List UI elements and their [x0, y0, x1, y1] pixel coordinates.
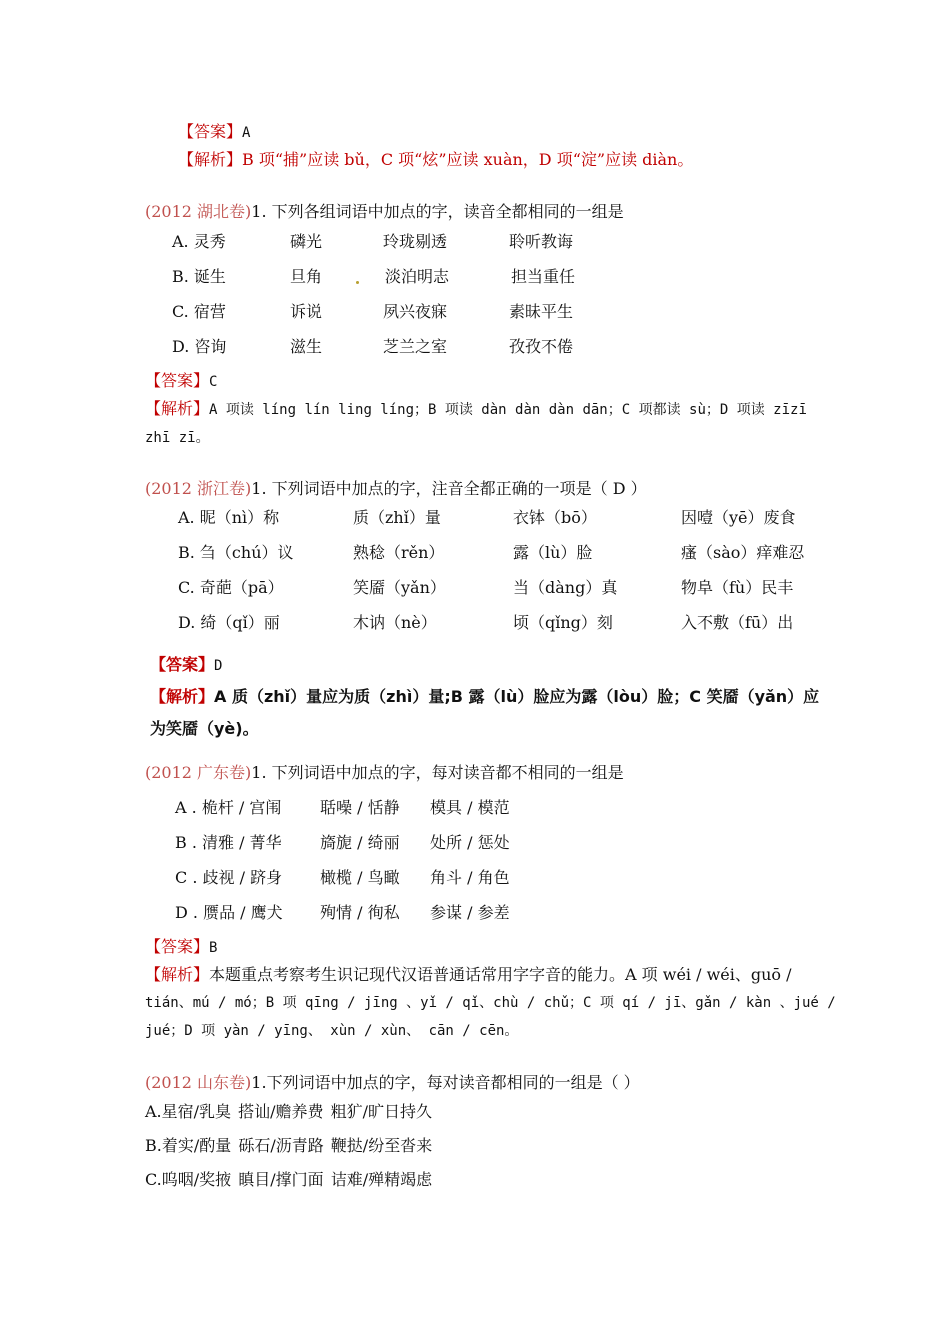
analysis-text: A 质（zhǐ）量应为质（zhì）量;B 露（lù）脸应为露（lòu）脸；C 笑靥（yǎn）应	[214, 687, 820, 706]
option-b-item3: 露（lù）脸	[513, 543, 593, 562]
option-b-word2: 旦角	[290, 267, 323, 286]
answer-line	[178, 122, 250, 143]
option-c: C.呜咽/奖掖 瞋目/撑门面 诘难/殚精竭虑	[145, 1170, 433, 1189]
option-a: A.星宿/乳臭 搭讪/赡养费 粗犷/旷日持久	[145, 1102, 432, 1121]
option-b: B.着实/酌量 砾石/沥青路 鞭挞/纷至沓来	[145, 1136, 433, 1155]
answer-value: B	[209, 940, 218, 956]
option-c-word4: 素昧平生	[509, 302, 574, 321]
question-hubei-stem	[145, 202, 624, 222]
answer-value: D	[214, 658, 223, 674]
option-c-item4: 物阜（fù）民丰	[681, 578, 794, 597]
option-a-pair3: 模具 / 模范	[430, 798, 510, 817]
question-stem: 1. 下列词语中加点的字，注音全都正确的一项是（ D ）	[251, 479, 647, 498]
option-d-pair1: D . 赝品 / 鹰犬	[175, 903, 283, 922]
answer-label: 【答案】	[178, 122, 243, 141]
question-guangdong-stem	[145, 763, 624, 783]
option-b-item1: B. 刍（chú）议	[178, 543, 294, 562]
analysis-line-cont: tián、mú / mó；B 项 qīng / jīng 、yǐ / qǐ、chù / chǔ；C 项 qí / jī、gǎn / kàn 、jué /	[145, 995, 836, 1011]
option-d-word4: 孜孜不倦	[509, 337, 574, 356]
analysis-label: 【解析】	[150, 687, 215, 706]
answer-label: 【答案】	[145, 937, 210, 956]
option-d-item4: 入不敷（fū）出	[681, 613, 794, 632]
option-c-item1: C. 奇葩（pā）	[178, 578, 284, 597]
question-stem: 1. 下列词语中加点的字，每对读音都不相同的一组是	[251, 763, 624, 782]
analysis-text: A 项读 líng lín ling líng；B 项读 dàn dàn dàn dān；C 项都读 sù；D 项读 zīzī	[209, 402, 807, 418]
option-a-word1: A. 灵秀	[172, 232, 226, 251]
option-d-item2: 木讷（nè）	[353, 613, 437, 632]
question-source: (2012 湖北卷)	[145, 202, 252, 221]
option-c-item2: 笑靥（yǎn）	[353, 578, 446, 597]
option-d-item3: 顷（qǐng）刻	[513, 613, 613, 632]
option-b-pair2: 旖旎 / 绮丽	[320, 833, 400, 852]
answer-label: 【答案】	[145, 371, 210, 390]
analysis-text: 本题重点考察考生识记现代汉语普通话常用字字音的能力。A 项 wéi / wéi、guō /	[209, 965, 792, 984]
question-source: (2012 山东卷)	[145, 1073, 252, 1092]
analysis-label: 【解析】	[178, 150, 243, 169]
answer-line	[145, 371, 217, 392]
analysis-line-cont: zhī zī。	[145, 430, 210, 446]
option-a-word2: 磷光	[290, 232, 323, 251]
answer-value: A	[242, 125, 251, 141]
option-c-pair3: 角斗 / 角色	[430, 868, 510, 887]
analysis-label: 【解析】	[145, 399, 210, 418]
option-a-item2: 质（zhǐ）量	[353, 508, 441, 527]
question-stem: 1.下列词语中加点的字，每对读音都相同的一组是（ ）	[251, 1073, 640, 1092]
analysis-line	[145, 965, 792, 985]
option-b-pair3: 处所 / 惩处	[430, 833, 510, 852]
option-b-word1: B. 诞生	[172, 267, 226, 286]
option-a-item1: A. 昵（nì）称	[178, 508, 280, 527]
option-a-item3: 衣钵（bō）	[513, 508, 597, 527]
answer-line	[145, 937, 217, 958]
option-d-pair3: 参谋 / 参差	[430, 903, 510, 922]
option-d-word2: 滋生	[290, 337, 323, 356]
option-a-pair2: 聒噪 / 恬静	[320, 798, 400, 817]
question-source: (2012 浙江卷)	[145, 479, 252, 498]
analysis-line	[145, 399, 807, 420]
option-a-word4: 聆听教诲	[509, 232, 574, 251]
analysis-line	[178, 150, 693, 170]
question-source: (2012 广东卷)	[145, 763, 252, 782]
question-stem: 1. 下列各组词语中加点的字，读音全都相同的一组是	[251, 202, 624, 221]
question-shandong-stem	[145, 1073, 640, 1093]
analysis-line-cont: jué；D 项 yàn / yīng、 xùn / xùn、 cān / cēn。	[145, 1023, 519, 1039]
analysis-line	[150, 687, 819, 707]
analysis-line-cont: 为笑靥（yè)。	[150, 719, 259, 738]
answer-label: 【答案】	[150, 655, 215, 674]
analysis-label: 【解析】	[145, 965, 210, 984]
option-a-pair1: A . 桅杆 / 宫闱	[175, 798, 282, 817]
option-c-word2: 诉说	[290, 302, 323, 321]
option-d-word3: 芝兰之室	[383, 337, 448, 356]
option-b-pair1: B . 清雅 / 菁华	[175, 833, 282, 852]
stray-dot	[356, 281, 359, 284]
option-d-pair2: 殉情 / 徇私	[320, 903, 400, 922]
option-a-word3: 玲珑剔透	[383, 232, 448, 251]
option-b-word4: 担当重任	[511, 267, 576, 286]
option-d-word1: D. 咨询	[172, 337, 227, 356]
option-c-item3: 当（dàng）真	[513, 578, 618, 597]
option-c-pair1: C . 歧视 / 跻身	[175, 868, 283, 887]
question-zhejiang-stem	[145, 479, 647, 499]
option-c-pair2: 橄榄 / 鸟瞰	[320, 868, 400, 887]
answer-value: C	[209, 374, 218, 390]
answer-line	[150, 655, 222, 676]
option-c-word3: 夙兴夜寐	[383, 302, 448, 321]
option-a-item4: 因噎（yē）废食	[681, 508, 796, 527]
option-b-word3: 淡泊明志	[385, 267, 450, 286]
option-c-word1: C. 宿营	[172, 302, 226, 321]
option-b-item4: 瘙（sào）痒难忍	[681, 543, 805, 562]
option-b-item2: 熟稔（rěn）	[353, 543, 445, 562]
analysis-text: B 项“捕”应读 bǔ，C 项“炫”应读 xuàn，D 项“淀”应读 diàn。	[242, 150, 694, 169]
option-d-item1: D. 绮（qǐ）丽	[178, 613, 280, 632]
